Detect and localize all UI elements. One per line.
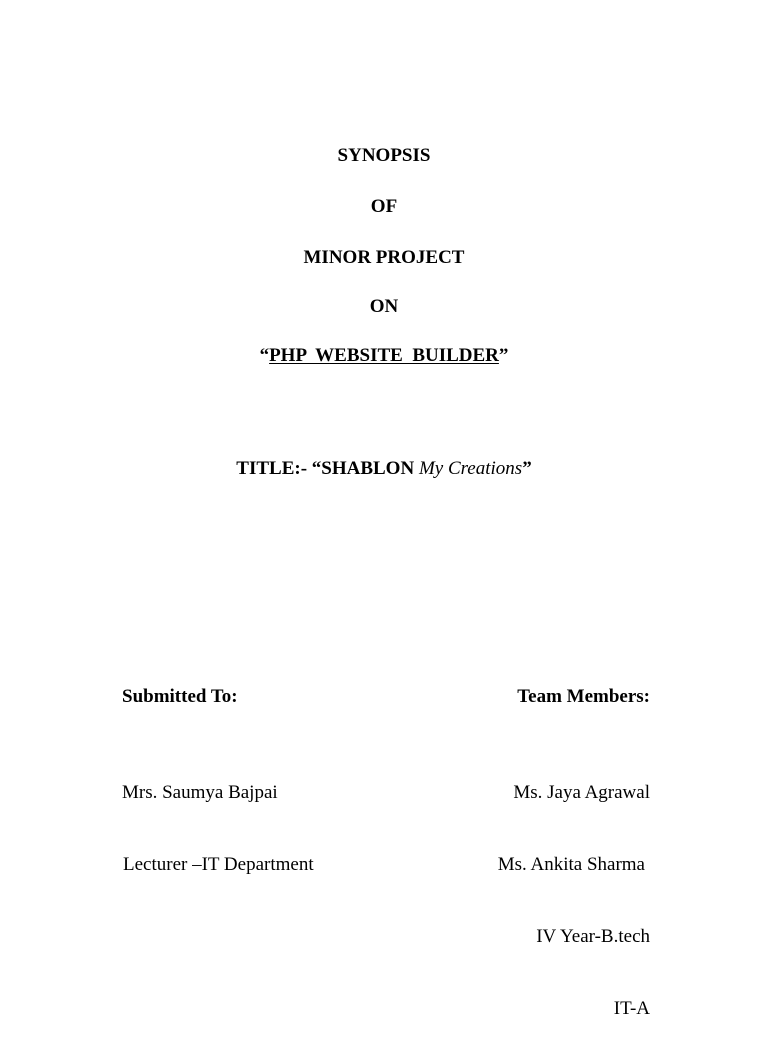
team-section: IT-A <box>613 998 650 1019</box>
title-italic: My Creations <box>418 458 523 479</box>
team-member: Ms. Ankita Sharma <box>497 854 645 875</box>
title-prefix: TITLE:- “SHABLON <box>236 458 419 479</box>
guide-name: Mrs. Saumya Bajpai <box>122 782 278 803</box>
team-members-block <box>498 637 650 1045</box>
submitted-to-block <box>122 637 314 901</box>
minor-project-heading: MINOR PROJECT <box>303 247 465 268</box>
close-quote: ” <box>498 345 509 366</box>
of-heading: OF <box>370 196 398 217</box>
title-suffix: ” <box>522 458 532 479</box>
on-heading: ON <box>369 296 399 317</box>
title-line <box>0 458 768 480</box>
submitted-to-heading: Submitted To: <box>122 686 238 707</box>
team-members-heading: Team Members: <box>517 686 650 707</box>
project-name-line <box>0 345 768 367</box>
open-quote: “ <box>259 345 270 366</box>
project-name: PHP WEBSITE BUILDER <box>269 345 499 366</box>
team-year: IV Year-B.tech <box>536 926 650 947</box>
team-member: Ms. Jaya Agrawal <box>513 782 650 803</box>
guide-role: Lecturer –IT Department <box>123 854 314 875</box>
synopsis-heading: SYNOPSIS <box>337 145 431 166</box>
